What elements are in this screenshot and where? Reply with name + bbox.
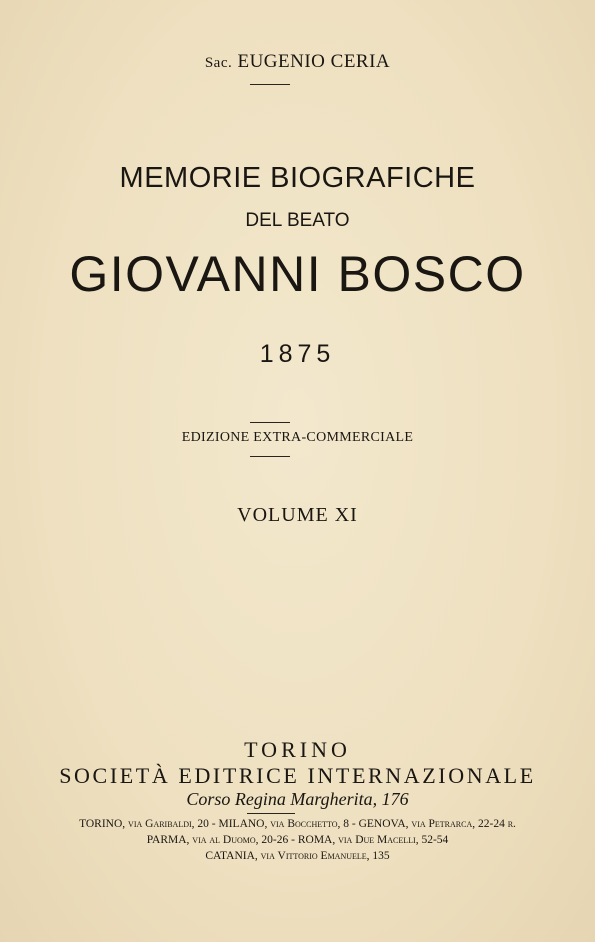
title-main: GIOVANNI BOSCO [69,246,526,302]
imprint-publisher: SOCIETÀ EDITRICE INTERNAZIONALE [59,763,536,788]
author-line [0,51,595,73]
divider-rule [250,456,290,457]
imprint-address: Corso Regina Margherita, 176 [186,789,409,809]
year: 1875 [259,340,336,368]
edition-note: EDIZIONE EXTRA-COMMERCIALE [181,430,414,445]
divider-rule [247,813,295,814]
title-line-2: DEL BEATO [245,210,350,231]
imprint-city: TORINO [244,737,351,762]
branch-line: CATANIA, via Vittorio Emanuele, 135 [205,850,390,862]
author-name: EUGENIO CERIA [237,51,391,72]
divider-rule [250,422,290,423]
branch-line: PARMA, via al Duomo, 20-26 - ROMA, via Due Macelli, 52-54 [146,834,449,846]
branch-line: TORINO, via Garibaldi, 20 - MILANO, via Bocchetto, 8 - GENOVA, via Petrarca, 22-24 r. [79,818,516,830]
divider-rule [250,84,290,85]
title-line-1: MEMORIE BIOGRAFICHE [119,162,476,194]
volume-number: VOLUME XI [237,504,358,526]
author-prefix: Sac. [204,55,233,71]
